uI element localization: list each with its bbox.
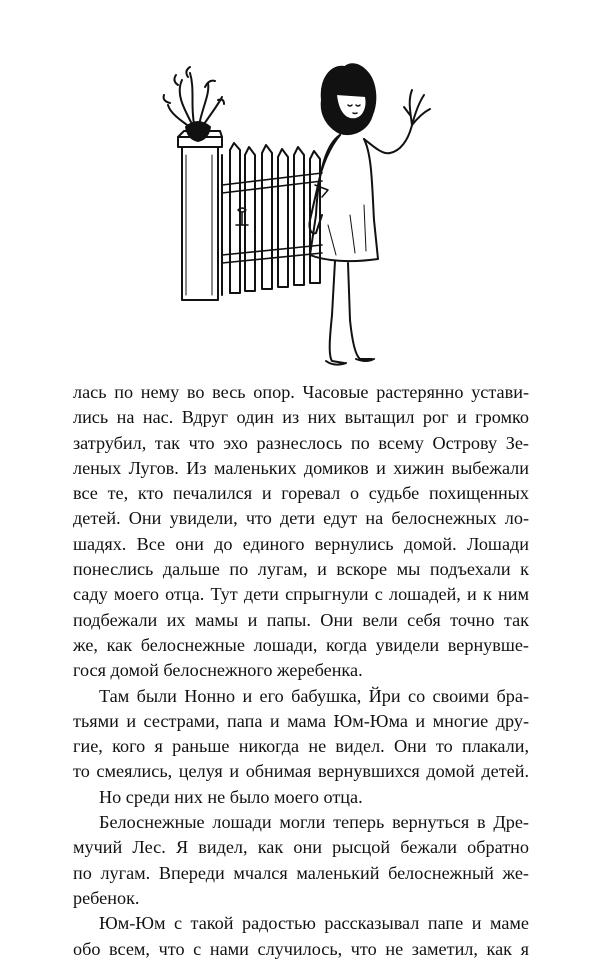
fence-post: [178, 131, 222, 300]
text-line: по лугам. Впереди мчался маленький белоснежный же-: [73, 862, 529, 883]
text-line: же, как белоснежные лошади, когда увидели вернувше-: [73, 634, 529, 655]
child-by-fence-illustration: [150, 55, 450, 375]
text-line: гие, кого я раньше никогда не видел. Они то плакали,: [73, 736, 529, 757]
text-line: понеслись дальше по лугам, и вскоре мы подъехали к: [73, 559, 529, 580]
fence-pickets: [222, 143, 322, 295]
text-line: детей. Они увидели, что дети едут на белоснежных ло-: [73, 508, 529, 529]
text-line: то смеялись, целуя и обнимая вернувшихся домой детей.: [73, 761, 529, 782]
child-figure: [309, 64, 430, 364]
paragraph-start-line: Юм-Юм с такой радостью рассказывал папе и маме: [99, 913, 529, 934]
text-line: мучий Лес. Я видел, как они рысцой бежали обратно: [73, 837, 529, 858]
text-line: лись на нас. Вдруг один из них вытащил рог и громко: [73, 407, 529, 428]
text-line: шадях. Все они до единого вернулись домой. Лошади: [73, 533, 529, 554]
text-line: гося домой белоснежного жеребенка.: [73, 660, 363, 681]
potted-plant: [164, 67, 224, 141]
text-line: тьями и сестрами, папа и мама Юм-Юма и многие дру-: [73, 710, 529, 731]
text-line: лась по нему во весь опор. Часовые растерянно устави-: [73, 382, 529, 402]
text-line: все те, кто печалился и горевал о судьбе похищенных: [73, 483, 529, 504]
text-line: саду моего отца. Тут дети спрыгнули с лошадей, и к ним: [73, 584, 529, 605]
text-line: ребенок.: [73, 887, 140, 908]
paragraph-start-line: Там были Нонно и его бабушка, Йри со своими бра-: [99, 685, 529, 706]
paragraph-start-line: Но среди них не было моего отца.: [99, 786, 363, 807]
text-line: подбежали их мамы и папы. Они вели себя точно так: [73, 609, 529, 630]
text-line: обо всем, что с нами случилось, что не заметил, как я: [73, 938, 529, 959]
paragraph-start-line: Белоснежные лошади могли теперь вернуться в Дре-: [99, 812, 529, 833]
page-text: [73, 380, 529, 962]
text-line: леных Лугов. Из маленьких домиков и хижин выбежали: [73, 457, 529, 478]
text-line: затрубил, так что эхо разнеслось по всему Острову Зе-: [73, 432, 529, 453]
